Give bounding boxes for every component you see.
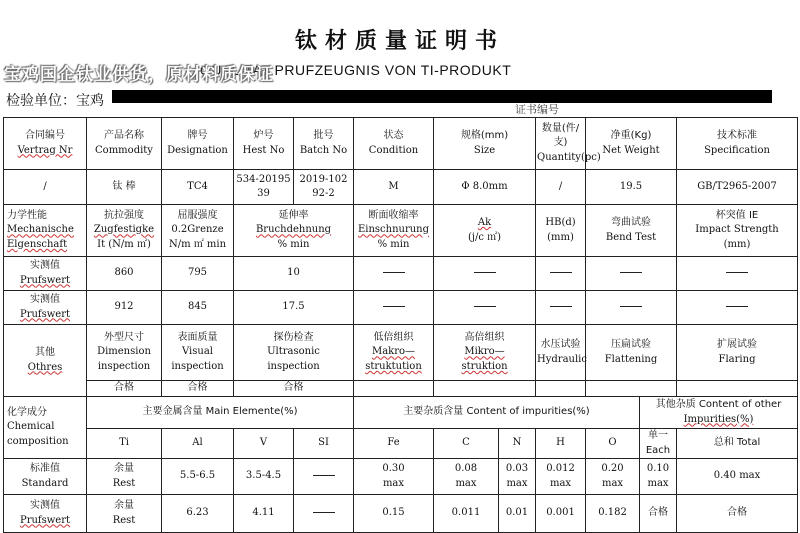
element-h: H	[536, 429, 586, 459]
certificate-title: 钛材质量证明书	[294, 29, 505, 54]
impact-value	[677, 291, 798, 325]
ultrasonic-result: 合格	[234, 381, 354, 397]
element-ti: Ti	[87, 429, 162, 459]
ti-standard: 余量 Rest	[87, 459, 162, 495]
bend-value	[586, 291, 677, 325]
reduction-header: 断面收缩率 Einschnurung % min	[354, 205, 434, 257]
flaring-result	[677, 381, 798, 397]
standard-row	[4, 459, 798, 495]
condition-value: M	[354, 170, 434, 205]
reduction-value	[354, 257, 434, 291]
element-o: O	[586, 429, 640, 459]
element-c: C	[434, 429, 499, 459]
surface-header: 表面质量 Visual inspection	[162, 325, 234, 381]
chemical-label: 化学成分 Chemical composition	[4, 397, 87, 459]
others-label: 其他 Othres	[4, 325, 87, 397]
net-weight-value: 19.5	[586, 170, 677, 205]
flattening-result	[586, 381, 677, 397]
o-actual: 0.182	[586, 495, 640, 533]
commodity-value: 钛 棒	[87, 170, 162, 205]
al-standard: 5.5-6.5	[162, 459, 234, 495]
others-result-row	[4, 381, 798, 397]
size-value: Φ 8.0mm	[434, 170, 536, 205]
redaction-bar	[112, 90, 772, 103]
element-header-row	[4, 429, 798, 459]
n-actual: 0.01	[499, 495, 536, 533]
each-label: 单一 Each	[640, 429, 677, 459]
each-actual: 合格	[640, 495, 677, 533]
tensile-value: 860	[87, 257, 162, 291]
ti-actual: 余量 Rest	[87, 495, 162, 533]
certificate-number-label: 证书编号	[515, 103, 559, 116]
reduction-value	[354, 291, 434, 325]
yield-value: 845	[162, 291, 234, 325]
hydraulic-result	[536, 381, 586, 397]
al-actual: 6.23	[162, 495, 234, 533]
yield-header: 屈服强度 0.2Grenze N/m ㎡ min	[162, 205, 234, 257]
v-standard: 3.5-4.5	[234, 459, 294, 495]
macro-header: 低倍组织 Makro— struktution	[354, 325, 434, 381]
elongation-value: 10	[234, 257, 354, 291]
quality-certificate-table	[3, 117, 798, 533]
col-condition: 状态 Condition	[354, 118, 434, 170]
elongation-value: 17.5	[234, 291, 354, 325]
dimension-header: 外型尺寸 Dimension inspection	[87, 325, 162, 381]
bend-value	[586, 257, 677, 291]
flaring-header: 扩展试验 Flaring	[677, 325, 798, 381]
mechanical-result-row	[4, 257, 798, 291]
micro-header: 高倍组织 Mikro— struktion	[434, 325, 536, 381]
designation-value: TC4	[162, 170, 234, 205]
total-standard: 0.40 max	[677, 459, 798, 495]
quantity-value: /	[536, 170, 586, 205]
header-row	[4, 118, 798, 170]
hb-header: HB(d) (mm)	[536, 205, 586, 257]
element-fe: Fe	[354, 429, 434, 459]
total-actual: 合格	[677, 495, 798, 533]
o-standard: 0.20 max	[586, 459, 640, 495]
col-commodity: 产品名称 Commodity	[87, 118, 162, 170]
h-actual: 0.001	[536, 495, 586, 533]
surface-result: 合格	[162, 381, 234, 397]
hb-value	[536, 291, 586, 325]
fe-standard: 0.30 max	[354, 459, 434, 495]
col-quantity: 数量(件/支) Quantity(pc)	[536, 118, 586, 170]
main-elements-title: 主要金属含量 Main Elemente(%)	[87, 397, 354, 429]
measured-label: 实测值 Prufswert	[4, 291, 87, 325]
element-si: SI	[294, 429, 354, 459]
inspection-unit: 检验单位：宝鸡	[6, 93, 104, 109]
others-header-row	[4, 325, 798, 381]
col-batch-no: 批号 Batch No	[294, 118, 354, 170]
actual-label: 实测值 Prufswert	[4, 495, 87, 533]
hb-value	[536, 257, 586, 291]
v-actual: 4.11	[234, 495, 294, 533]
h-standard: 0.012 max	[536, 459, 586, 495]
col-specification: 技术标准 Specification	[677, 118, 798, 170]
flattening-header: 压扁试验 Flattening	[586, 325, 677, 381]
si-standard	[294, 459, 354, 495]
tensile-value: 912	[87, 291, 162, 325]
heat-no-value: 534-20195 39	[234, 170, 294, 205]
chemical-title-row	[4, 397, 798, 429]
product-row	[4, 170, 798, 205]
c-actual: 0.011	[434, 495, 499, 533]
watermark-text: 宝鸡国企钛业供货，原材料质保证	[4, 65, 274, 85]
fe-actual: 0.15	[354, 495, 434, 533]
micro-result	[434, 381, 536, 397]
col-net-weight: 净重(Kg) Net Weight	[586, 118, 677, 170]
contract-value: /	[4, 170, 87, 205]
element-v: V	[234, 429, 294, 459]
impact-header: 杯突值 IE Impact Strength (mm)	[677, 205, 798, 257]
impact-value	[677, 257, 798, 291]
dimension-result: 合格	[87, 381, 162, 397]
col-heat-no: 炉号 Hest No	[234, 118, 294, 170]
n-standard: 0.03 max	[499, 459, 536, 495]
specification-value: GB/T2965-2007	[677, 170, 798, 205]
mechanical-label: 力学性能 Mechanische Elgenschaft	[4, 205, 87, 257]
actual-row	[4, 495, 798, 533]
standard-label: 标准值 Standard	[4, 459, 87, 495]
impurities-title: 主要杂质含量 Content of impurities(%)	[354, 397, 640, 429]
mechanical-result-row	[4, 291, 798, 325]
element-n: N	[499, 429, 536, 459]
elongation-header: 延伸率 Bruchdehnung % min	[234, 205, 354, 257]
other-impurities-title: 其他杂质 Content of other Impurities(%)	[640, 397, 798, 429]
measured-label: 实测值 Prufswert	[4, 257, 87, 291]
bend-header: 弯曲试验 Bend Test	[586, 205, 677, 257]
yield-value: 795	[162, 257, 234, 291]
c-standard: 0.08 max	[434, 459, 499, 495]
element-al: Al	[162, 429, 234, 459]
ak-value	[434, 257, 536, 291]
ak-header: Ak (j/c ㎡)	[434, 205, 536, 257]
macro-result	[354, 381, 434, 397]
certificate-subtitle: QUALITAT PRUFZEUGNIS VON TI-PRODUKT	[200, 62, 512, 78]
col-designation: 牌号 Designation	[162, 118, 234, 170]
hydraulic-header: 水压试验 Hydraulic	[536, 325, 586, 381]
each-standard: 0.10 max	[640, 459, 677, 495]
ultrasonic-header: 探伤检查 Ultrasonic inspection	[234, 325, 354, 381]
tensile-header: 抗拉强度 Zugfestigke It (N/m ㎡)	[87, 205, 162, 257]
col-contract: 合同编号 Vertrag Nr	[4, 118, 87, 170]
batch-no-value: 2019-102 92-2	[294, 170, 354, 205]
mechanical-header-row	[4, 205, 798, 257]
total-label: 总和 Total	[677, 429, 798, 459]
si-actual	[294, 495, 354, 533]
ak-value	[434, 291, 536, 325]
col-size: 规格(mm) Size	[434, 118, 536, 170]
